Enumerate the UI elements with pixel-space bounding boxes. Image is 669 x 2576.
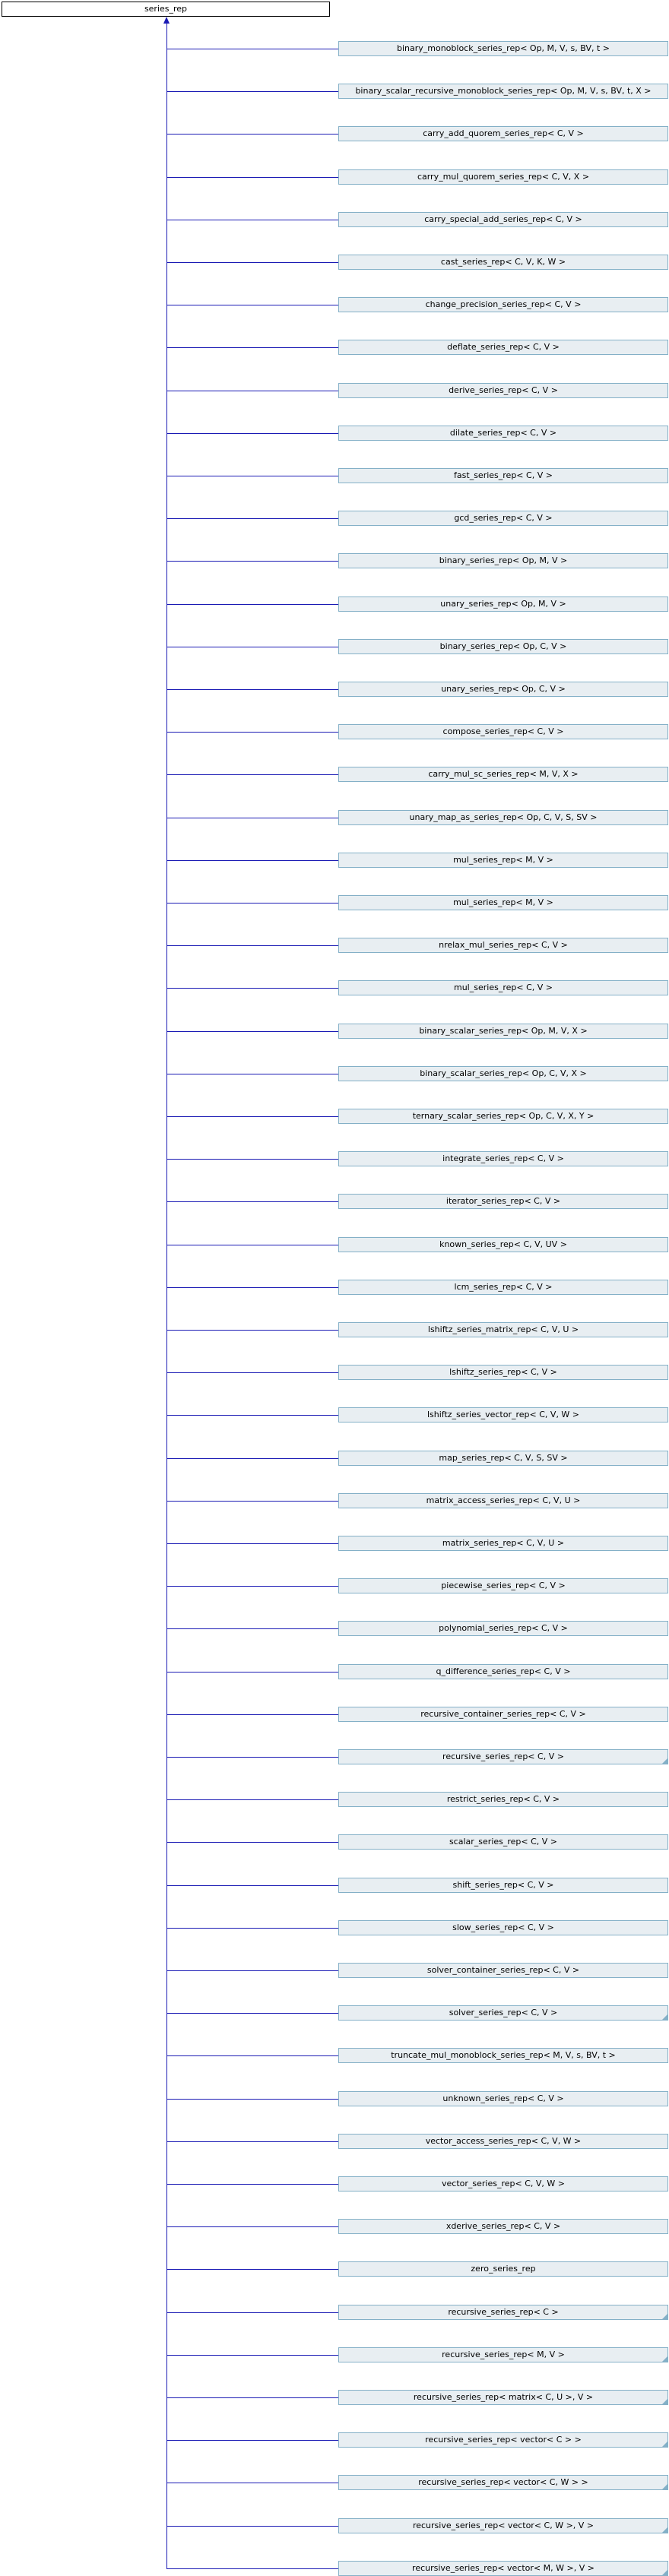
derived-class-box[interactable] [338,2219,668,2234]
derived-class-label: lshiftz_series_rep< C, V > [449,1367,557,1377]
connector-line [166,2568,338,2569]
connector-line [166,1672,338,1673]
derived-class-label: integrate_series_rep< C, V > [442,1154,564,1163]
connector-line [166,1928,338,1929]
derived-class-box[interactable] [338,1578,668,1593]
derived-class-label: recursive_container_series_rep< C, V > [420,1709,586,1719]
derived-class-box[interactable] [338,2261,668,2277]
connector-line [166,604,338,605]
derived-class-box[interactable] [338,1834,668,1850]
derived-class-label: binary_scalar_series_rep< Op, C, V, X > [420,1068,587,1078]
derived-class-label: vector_access_series_rep< C, V, W > [425,2136,582,2146]
connector-line [166,1757,338,1758]
connector-line [166,1116,338,1117]
connector-line [166,2312,338,2313]
derived-class-box[interactable] [338,895,668,910]
folded-corner-icon [662,2356,667,2362]
connector-line [166,1628,338,1629]
derived-class-label: lcm_series_rep< C, V > [454,1282,553,1292]
derived-class-box[interactable] [338,169,668,185]
folded-corner-icon [662,1758,667,1764]
connector-line [166,561,338,562]
derived-class-box[interactable] [338,1451,668,1466]
connector-line [166,91,338,92]
connector-line [166,1799,338,1800]
connector-line [166,262,338,263]
derived-class-box[interactable] [338,1151,668,1166]
derived-class-label: polynomial_series_rep< C, V > [439,1623,568,1633]
derived-class-label: lshiftz_series_matrix_rep< C, V, U > [427,1324,579,1334]
connector-line [166,774,338,775]
derived-class-label: matrix_series_rep< C, V, U > [442,1538,565,1548]
derived-class-box[interactable] [338,297,668,312]
derived-class-box[interactable] [338,767,668,782]
derived-class-box[interactable] [338,1024,668,1039]
derived-class-label: change_precision_series_rep< C, V > [425,299,582,309]
derived-class-box[interactable] [338,1792,668,1807]
connector-line [166,1031,338,1032]
connector-line [166,732,338,733]
derived-class-box[interactable] [338,1920,668,1935]
derived-class-box[interactable] [338,1664,668,1679]
folded-corner-icon [662,2014,667,2020]
derived-class-label: vector_series_rep< C, V, W > [442,2179,565,2188]
derived-class-label: cast_series_rep< C, V, K, W > [440,257,566,267]
connector-line [166,2055,338,2056]
derived-class-label: zero_series_rep [471,2264,536,2274]
derived-class-label: dilate_series_rep< C, V > [449,428,557,438]
derived-class-label: binary_scalar_series_rep< Op, M, V, X > [419,1026,588,1036]
derived-class-box[interactable] [338,2347,668,2362]
derived-class-box[interactable] [338,1066,668,1081]
derived-class-box[interactable] [338,2176,668,2191]
derived-class-box[interactable] [338,2518,668,2533]
derived-class-box[interactable] [338,2091,668,2106]
folded-corner-icon [662,2527,667,2533]
connector-line [166,518,338,519]
connector-line [166,2141,338,2142]
derived-class-label: gcd_series_rep< C, V > [454,513,553,523]
derived-class-label: q_difference_series_rep< C, V > [436,1666,571,1676]
derived-class-label: slow_series_rep< C, V > [452,1923,554,1932]
derived-class-label: iterator_series_rep< C, V > [445,1196,561,1206]
derived-class-label: recursive_series_rep< vector< C > > [425,2435,582,2445]
derived-class-label: carry_mul_sc_series_rep< M, V, X > [428,769,579,779]
derived-class-box[interactable] [338,1194,668,1209]
derived-class-box[interactable] [338,1536,668,1551]
derived-class-box[interactable] [338,1109,668,1124]
derived-class-label: binary_series_rep< Op, C, V > [439,641,567,651]
derived-class-label: deflate_series_rep< C, V > [447,342,560,352]
derived-class-label: lshiftz_series_vector_rep< C, V, W > [426,1410,580,1419]
connector-line [166,1970,338,1971]
folded-corner-icon [662,2570,667,2575]
connector-line [166,1543,338,1544]
derived-class-label: restrict_series_rep< C, V > [446,1794,560,1804]
connector-line [166,2269,338,2270]
derived-class-label: fast_series_rep< C, V > [454,470,553,480]
derived-class-label: mul_series_rep< C, V > [454,983,553,992]
derived-class-box[interactable] [338,255,668,270]
connector-line [166,2440,338,2441]
derived-class-label: carry_add_quorem_series_rep< C, V > [423,128,584,138]
connector-line [166,1415,338,1416]
connector-line [166,1159,338,1160]
derived-class-box[interactable] [338,1493,668,1508]
derived-class-box[interactable] [338,1407,668,1422]
derived-class-label: unary_map_as_series_rep< Op, C, V, S, SV > [409,812,598,822]
derived-class-label: unary_series_rep< Op, M, V > [440,599,566,609]
connector-line [166,689,338,690]
derived-class-label: recursive_series_rep< C, V > [442,1752,564,1761]
derived-class-box[interactable] [338,340,668,355]
connector-line [166,1201,338,1202]
derived-class-label: recursive_series_rep< vector< C, W > > [418,2477,588,2487]
connector-line [166,988,338,989]
derived-class-box[interactable] [338,2005,668,2021]
derived-class-box[interactable] [338,2475,668,2490]
derived-class-box[interactable] [338,980,668,995]
derived-class-label: recursive_series_rep< vector< C, W >, V > [412,2521,594,2530]
derived-class-label: compose_series_rep< C, V > [442,726,564,736]
derived-class-label: recursive_series_rep< matrix< C, U >, V > [413,2392,594,2402]
derived-class-box[interactable] [338,511,668,526]
connector-line [166,2355,338,2356]
connector-line [166,2526,338,2527]
folded-corner-icon [662,2399,667,2404]
derived-class-label: mul_series_rep< M, V > [453,897,553,907]
derived-class-label: binary_series_rep< Op, M, V > [439,555,568,565]
derived-class-label: recursive_series_rep< M, V > [442,2350,565,2359]
derived-class-box[interactable] [338,426,668,441]
connector-line [166,2013,338,2014]
connector-line [166,177,338,178]
derived-class-box[interactable] [338,810,668,825]
inheritance-trunk-line [166,24,167,2569]
derived-class-box[interactable] [338,938,668,953]
derived-class-label: carry_special_add_series_rep< C, V > [424,214,582,224]
derived-class-box[interactable] [338,1878,668,1893]
root-class-box: series_rep [2,2,330,17]
derived-class-label: matrix_access_series_rep< C, V, U > [426,1495,581,1505]
derived-class-box[interactable] [338,2305,668,2320]
connector-line [166,945,338,946]
derived-class-label: recursive_series_rep< C > [448,2307,559,2317]
derived-class-box[interactable] [338,853,668,868]
derived-class-label: ternary_scalar_series_rep< Op, C, V, X, Y > [412,1111,594,1121]
derived-class-box[interactable] [338,1322,668,1337]
derived-class-label: truncate_mul_monoblock_series_rep< M, V, s, BV, t > [391,2050,616,2060]
folded-corner-icon [662,2484,667,2489]
connector-line [166,347,338,348]
derived-class-label: mul_series_rep< M, V > [453,855,553,865]
derived-class-box[interactable] [338,212,668,227]
connector-line [166,860,338,861]
derived-class-label: nrelax_mul_series_rep< C, V > [439,940,568,950]
derived-class-label: recursive_series_rep< vector< M, W >, V > [412,2563,594,2573]
derived-class-box[interactable] [338,2048,668,2063]
derived-class-label: derive_series_rep< C, V > [449,385,558,395]
derived-class-box[interactable] [338,724,668,739]
derived-class-box[interactable] [338,2134,668,2149]
derived-class-label: xderive_series_rep< C, V > [445,2221,561,2231]
derived-class-label: piecewise_series_rep< C, V > [441,1581,566,1590]
inheritance-arrowhead [163,17,170,24]
connector-line [166,1885,338,1886]
connector-line [166,2226,338,2227]
derived-class-box[interactable] [338,2561,668,2576]
derived-class-label: scalar_series_rep< C, V > [449,1837,558,1847]
derived-class-label: shift_series_rep< C, V > [452,1880,554,1890]
derived-class-box[interactable] [338,126,668,141]
connector-line [166,2184,338,2185]
derived-class-box[interactable] [338,1621,668,1636]
derived-class-box[interactable] [338,553,668,568]
derived-class-label: map_series_rep< C, V, S, SV > [439,1453,568,1463]
folded-corner-icon [662,2314,667,2319]
connector-line [166,1842,338,1843]
derived-class-label: known_series_rep< C, V, UV > [439,1239,567,1249]
derived-class-box[interactable] [338,41,668,56]
connector-line [166,1586,338,1587]
connector-line [166,433,338,434]
connector-line [166,1330,338,1331]
derived-class-box[interactable] [338,597,668,612]
derived-class-box[interactable] [338,1280,668,1295]
derived-class-label: carry_mul_quorem_series_rep< C, V, X > [417,172,590,182]
derived-class-label: solver_series_rep< C, V > [449,2008,558,2017]
derived-class-box[interactable] [338,468,668,483]
derived-class-label: solver_container_series_rep< C, V > [426,1965,580,1975]
connector-line [166,1714,338,1715]
connector-line [166,1458,338,1459]
derived-class-box[interactable] [338,1749,668,1764]
derived-class-box[interactable] [338,2432,668,2448]
derived-class-box[interactable] [338,2390,668,2405]
folded-corner-icon [662,2442,667,2447]
connector-line [166,1501,338,1502]
derived-class-box[interactable] [338,383,668,398]
derived-class-box[interactable] [338,682,668,697]
derived-class-box[interactable] [338,639,668,654]
connector-line [166,2099,338,2100]
derived-class-label: binary_scalar_recursive_monoblock_series_rep< Op, M, V, s, BV, t, X > [355,86,652,96]
derived-class-box[interactable] [338,1963,668,1978]
derived-class-label: unknown_series_rep< C, V > [442,2093,564,2103]
derived-class-label: binary_monoblock_series_rep< Op, M, V, s, BV, t > [396,43,610,53]
connector-line [166,1287,338,1288]
derived-class-box[interactable] [338,84,668,99]
derived-class-box[interactable] [338,1237,668,1252]
derived-class-label: unary_series_rep< Op, C, V > [441,684,566,694]
derived-class-box[interactable] [338,1365,668,1380]
derived-class-box[interactable] [338,1707,668,1722]
connector-line [166,2397,338,2398]
connector-line [166,1372,338,1373]
